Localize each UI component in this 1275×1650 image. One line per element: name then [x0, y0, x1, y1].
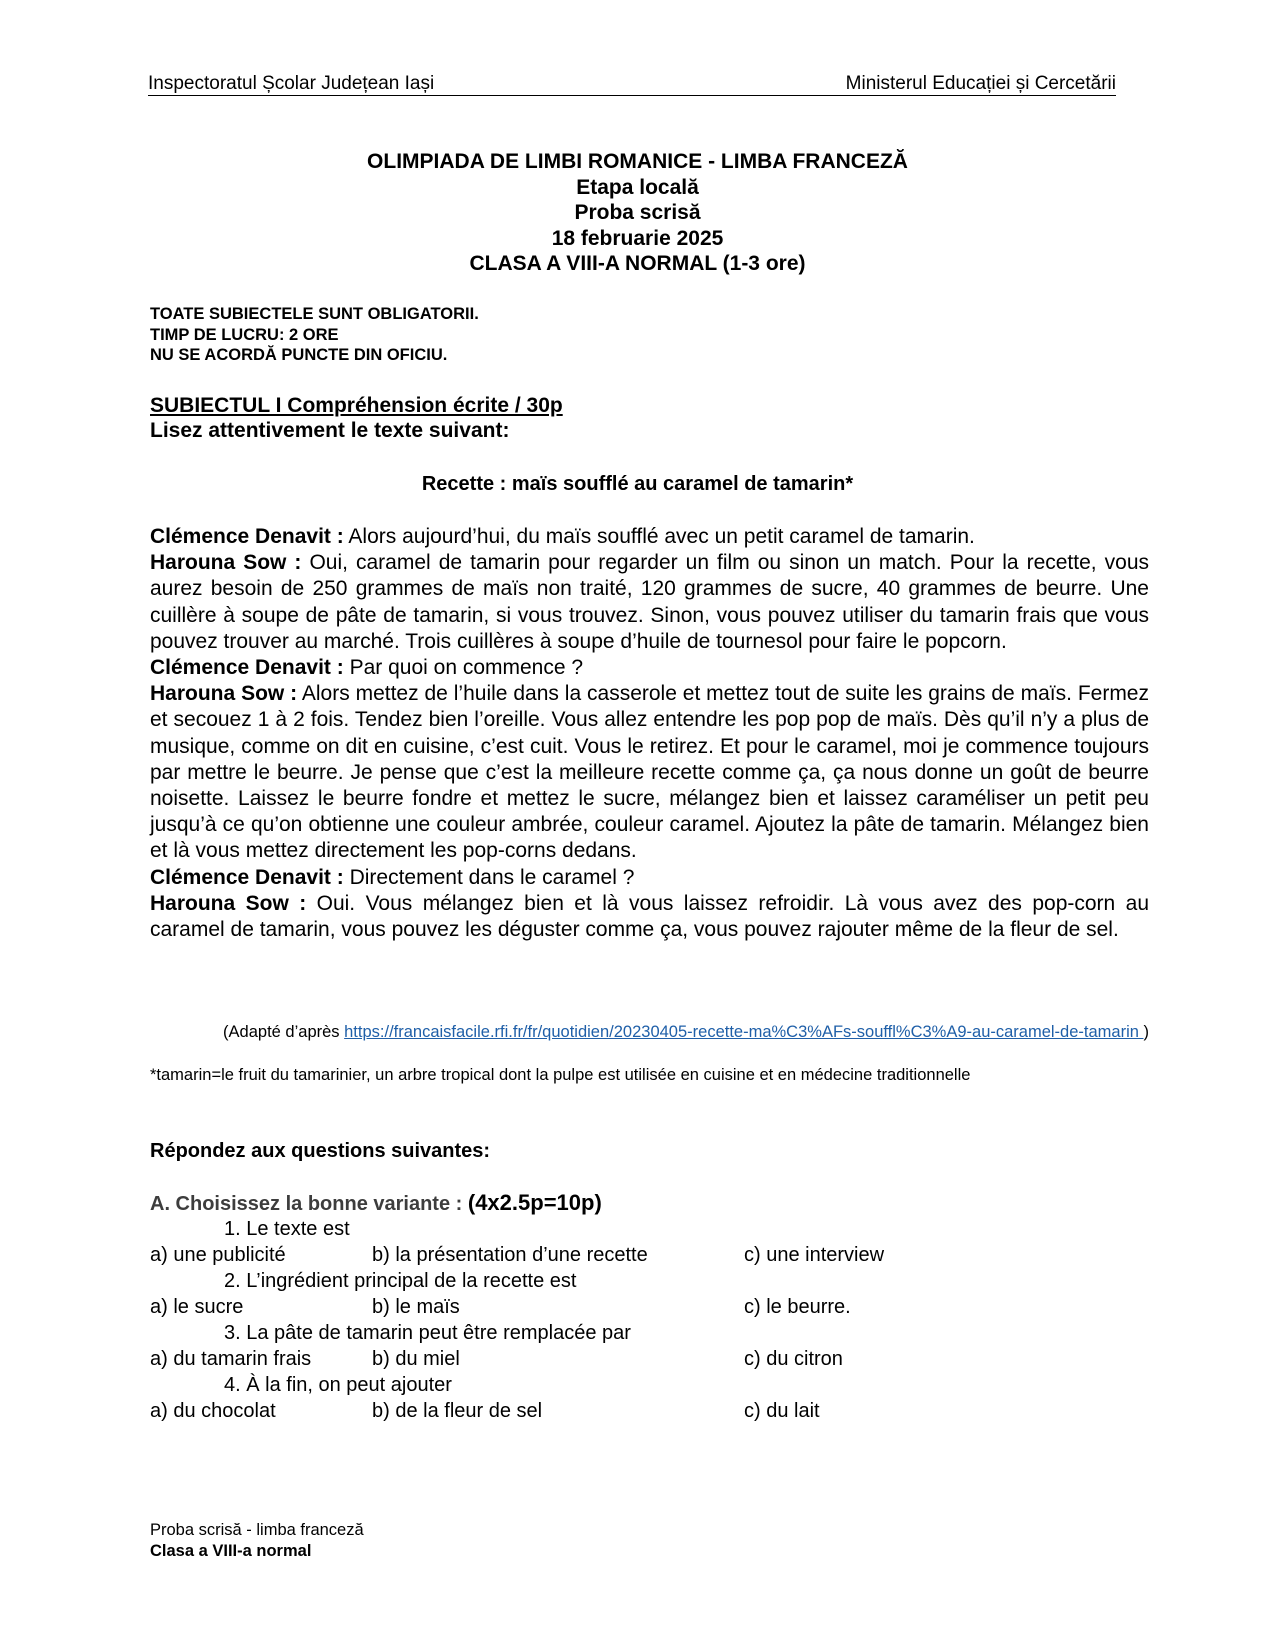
exam-date: 18 februarie 2025	[551, 226, 724, 250]
option-c: c) du lait	[744, 1400, 820, 1422]
option-b: b) la présentation d’une recette	[372, 1244, 648, 1266]
dialogue-turn	[150, 681, 1149, 864]
question-list	[150, 1216, 1050, 1424]
source-lead: (Adapté d’après	[223, 1023, 345, 1041]
question-options	[150, 1294, 1050, 1320]
option-c: c) une interview	[744, 1244, 885, 1266]
rule-line: NU SE ACORDĂ PUNCTE DIN OFICIU.	[150, 346, 448, 364]
question-options	[150, 1346, 1050, 1372]
exam-title-block	[0, 149, 1275, 277]
question-options	[150, 1398, 1050, 1424]
exam-title: OLIMPIADA DE LIMBI ROMANICE - LIMBA FRANCEZĂ	[367, 150, 908, 173]
question-stem: 4. À la fin, on peut ajouter	[224, 1374, 452, 1396]
part-a-points: (4x2.5p=10p)	[467, 1190, 602, 1215]
exam-stage: Etapa locală	[576, 175, 699, 199]
option-b: b) du miel	[372, 1348, 460, 1370]
subject-instruction: Lisez attentivement le texte suivant:	[150, 419, 510, 442]
subject-heading: SUBIECTUL I Compréhension écrite / 30p	[150, 394, 563, 417]
option-a: a) du chocolat	[150, 1400, 276, 1422]
header-inspectorate: Inspectoratul Școlar Județean Iași	[148, 73, 435, 94]
dialogue-turn	[150, 891, 1149, 943]
speaker-name: Clémence Denavit :	[150, 656, 344, 680]
question-item	[150, 1372, 1050, 1424]
question-options	[150, 1242, 1050, 1268]
speaker-name: Harouna Sow :	[150, 551, 302, 575]
option-c: c) le beurre.	[744, 1296, 851, 1318]
subject-heading-block	[150, 393, 563, 443]
question-stem: 2. L’ingrédient principal de la recette est	[224, 1270, 577, 1292]
option-b: b) de la fleur de sel	[372, 1400, 543, 1422]
option-a: a) une publicité	[150, 1244, 286, 1266]
dialogue-turn	[150, 524, 1149, 550]
speaker-name: Clémence Denavit :	[150, 525, 344, 548]
dialogue-turn	[150, 655, 1149, 681]
page-footer	[150, 1520, 364, 1562]
option-a: a) le sucre	[150, 1296, 244, 1318]
speaker-name: Clémence Denavit :	[150, 865, 344, 889]
dialogue-turn	[150, 865, 1149, 891]
option-c: c) du citron	[744, 1348, 843, 1370]
part-a-heading	[150, 1190, 602, 1216]
speaker-text: Oui, caramel de tamarin pour regarder un film ou sinon un match. Pour la recette, vous aurez besoin de 250 grammes de maïs non traité, 120 grammes de sucre, 40 grammes de beurre. Une cuillère à soupe de pâte de tamarin, si vous trouvez. Sinon, vous pouvez utiliser du tamarin frais que vous pouvez trouver au marché. Trois cuillères à soupe d’huile de tournesol pour faire le popcorn.	[150, 551, 1149, 653]
speaker-text: Alors aujourd’hui, du maïs soufflé avec un petit caramel de tamarin.	[343, 525, 975, 548]
dialogue-turn	[150, 550, 1149, 655]
recipe-title: Recette : maïs soufflé au caramel de tamarin*	[421, 473, 854, 495]
option-b: b) le maïs	[372, 1296, 460, 1318]
source-link[interactable]: https://francaisfacile.rfi.fr/fr/quotidien/20230405-recette-ma%C3%AFs-souffl%C3%A9-au-caramel-de-tamarin	[344, 1023, 1144, 1041]
question-item	[150, 1268, 1050, 1320]
speaker-name: Harouna Sow :	[150, 891, 307, 915]
footer-exam: Proba scrisă - limba franceză	[150, 1521, 364, 1539]
rule-line: TIMP DE LUCRU: 2 ORE	[150, 325, 339, 344]
question-item	[150, 1320, 1050, 1372]
speaker-text: Alors mettez de l’huile dans la casserole et mettez tout de suite les grains de maïs. Fermez et secouez 1 à 2 fois. Tendez bien l’oreille. Vous allez entendre les pop pop de maïs. Dès qu’il n’y a plus de musique, comme on dit en cuisine, c’est cuit. Vous le retirez. Et pour le caramel, moi je commence toujours par mettre le beurre. Je pense que c’est la meilleure recette comme ça, ça nous donne un goût de beurre noisette. Laissez le beurre fondre et mettez le sucre, mélangez bien et laissez caraméliser un petit peu jusqu’à ce qu’on obtienne une couleur ambrée, couleur caramel. Ajoutez la pâte de tamarin. Mélangez bien et là vous mettez directement les pop-corns dedans.	[150, 682, 1149, 863]
source-citation	[150, 1021, 1149, 1043]
dialogue-text	[150, 524, 1149, 943]
speaker-text: Directement dans le caramel ?	[343, 865, 635, 889]
tamarin-footnote: *tamarin=le fruit du tamarinier, un arbre tropical dont la pulpe est utilisée en cuisine et en médecine traditionnelle	[150, 1066, 971, 1084]
speaker-text: Par quoi on commence ?	[343, 656, 584, 680]
footer-class: Clasa a VIII-a normal	[150, 1542, 312, 1560]
question-item	[150, 1216, 1050, 1268]
option-a: a) du tamarin frais	[150, 1348, 312, 1370]
questions-heading: Répondez aux questions suivantes:	[150, 1140, 491, 1162]
exam-rules	[150, 304, 479, 366]
question-stem: 1. Le texte est	[224, 1218, 350, 1240]
exam-type: Proba scrisă	[574, 201, 701, 224]
part-a-label: A. Choisissez la bonne variante :	[150, 1193, 468, 1215]
speaker-name: Harouna Sow :	[150, 682, 298, 706]
speaker-text: Oui. Vous mélangez bien et là vous laissez refroidir. Là vous avez des pop-corn au caramel de tamarin, vous pouvez les déguster comme ça, vous pouvez rajouter même de la fleur de sel.	[150, 891, 1150, 942]
source-close: )	[1143, 1023, 1149, 1041]
running-header	[148, 73, 1116, 96]
question-stem: 3. La pâte de tamarin peut être remplacée par	[224, 1322, 631, 1344]
exam-class: CLASA A VIII-A NORMAL (1-3 ore)	[469, 252, 806, 275]
rule-line: TOATE SUBIECTELE SUNT OBLIGATORII.	[150, 305, 479, 323]
header-ministry: Ministerul Educației și Cercetării	[845, 73, 1116, 94]
